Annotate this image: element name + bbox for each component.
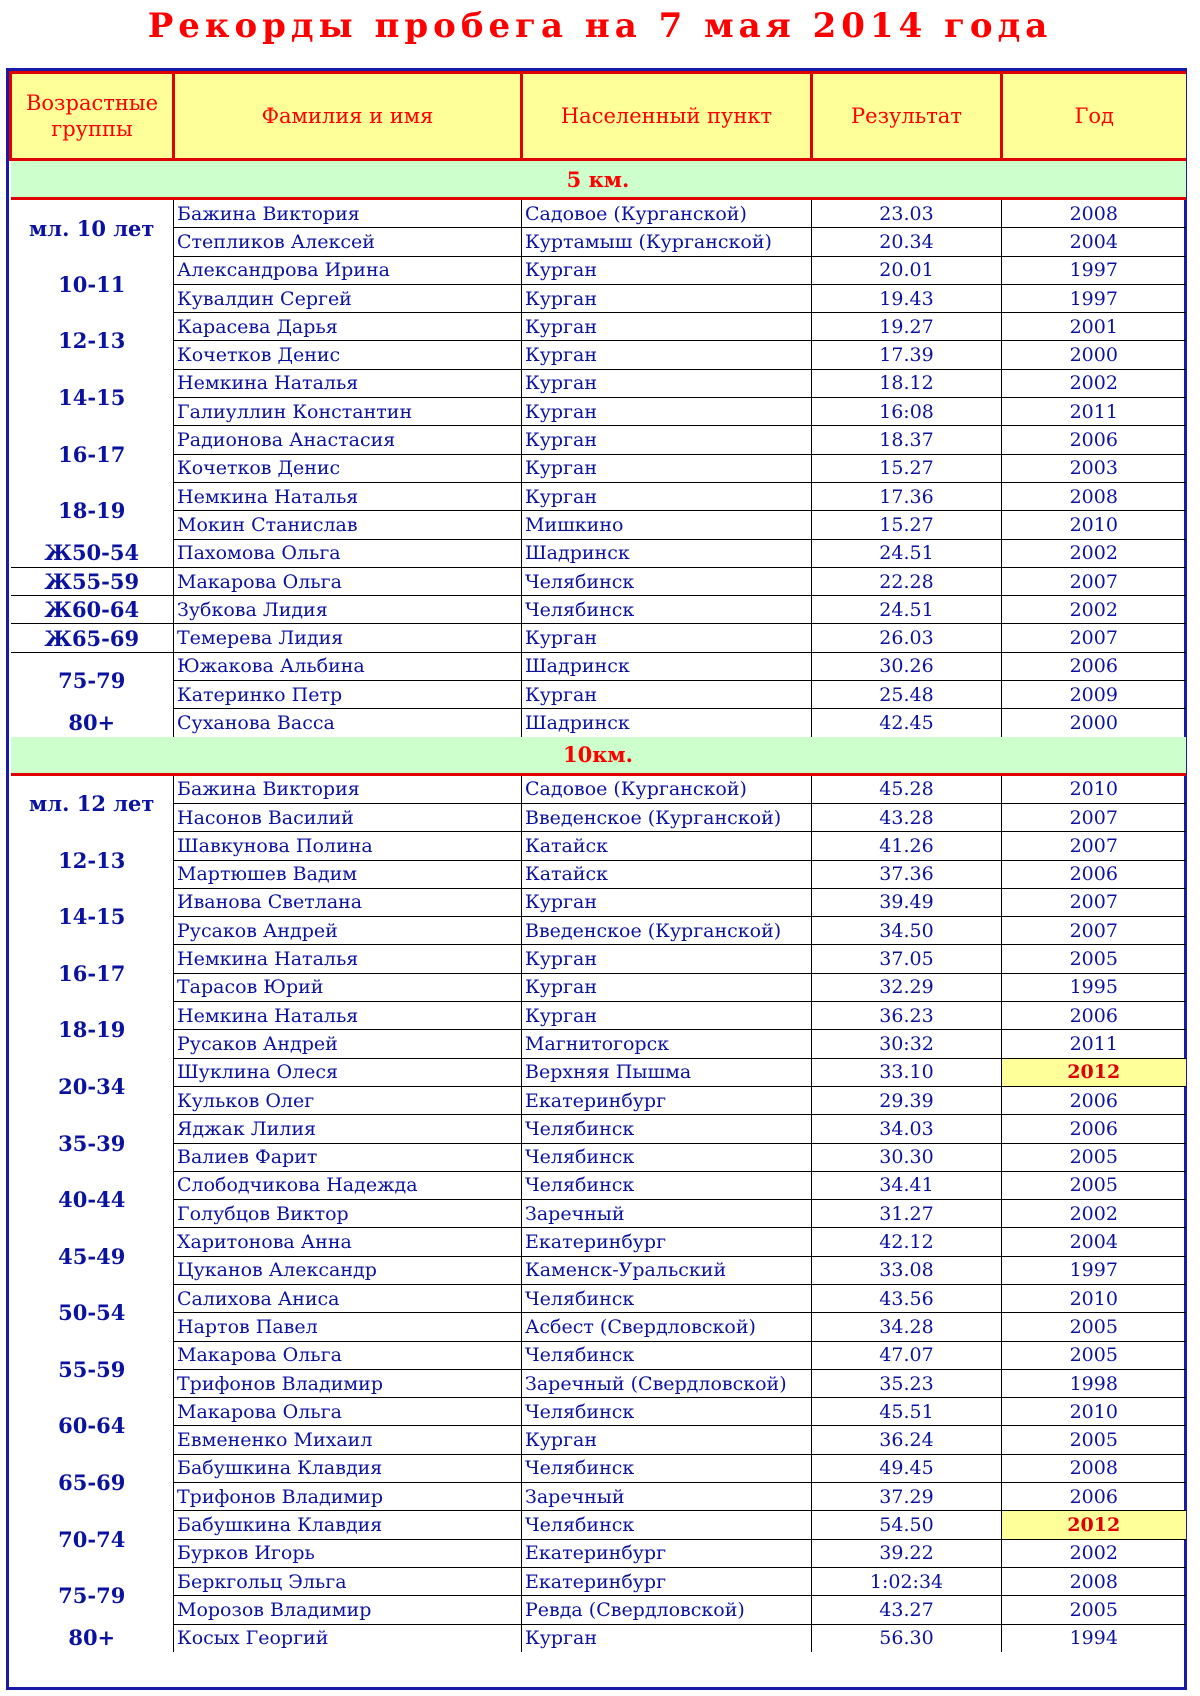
- age-group: 35-39: [58, 1130, 126, 1156]
- table-row: [11, 709, 1186, 737]
- athlete-city: Курган: [522, 1002, 812, 1030]
- athlete-city: Курган: [522, 681, 812, 709]
- table-row: [11, 1284, 1186, 1312]
- table-row: [11, 1002, 1186, 1030]
- age-group: Ж60-64: [11, 596, 174, 624]
- athlete-name: Салихова Аниса: [174, 1284, 522, 1312]
- age-group: 50-54: [58, 1300, 126, 1326]
- table-row: [11, 284, 1186, 312]
- age-group: мл. 10 лет: [29, 215, 155, 241]
- table-row: [11, 256, 1186, 284]
- records-table: [9, 71, 1186, 1652]
- athlete-name: Нартов Павел: [174, 1313, 522, 1341]
- age-group: 12-13: [58, 847, 126, 873]
- result-time: 24.51: [812, 596, 1002, 624]
- athlete-name: Шавкунова Полина: [174, 832, 522, 860]
- age-group: 12-13: [58, 328, 126, 354]
- athlete-name: Тарасов Юрий: [174, 973, 522, 1001]
- age-group: 75-79: [58, 1583, 126, 1609]
- age-group: 14-15: [58, 385, 126, 411]
- table-row: [11, 945, 1186, 973]
- age-group: 55-59: [58, 1356, 126, 1382]
- age-group: 16-17: [58, 960, 126, 986]
- athlete-name: Косых Георгий: [174, 1624, 522, 1652]
- athlete-city: Асбест (Свердловской): [522, 1313, 812, 1341]
- table-row: [11, 567, 1186, 595]
- result-time: 56.30: [812, 1624, 1002, 1652]
- record-year: 2002: [1002, 1539, 1186, 1567]
- athlete-name: Карасева Дарья: [174, 313, 522, 341]
- record-year: 2006: [1002, 1483, 1186, 1511]
- record-year: 2005: [1002, 1596, 1186, 1624]
- result-time: 45.28: [812, 774, 1002, 803]
- record-year: 2007: [1002, 832, 1186, 860]
- result-time: 15.27: [812, 511, 1002, 539]
- result-time: 35.23: [812, 1369, 1002, 1397]
- athlete-name: Катеринко Петр: [174, 681, 522, 709]
- record-year: 2005: [1002, 1426, 1186, 1454]
- result-time: 45.51: [812, 1398, 1002, 1426]
- record-year: 2000: [1002, 341, 1186, 369]
- section-label: 10км.: [11, 737, 1186, 775]
- result-time: 33.08: [812, 1256, 1002, 1284]
- table-row: [11, 1115, 1186, 1143]
- athlete-city: Катайск: [522, 860, 812, 888]
- record-year: 2005: [1002, 1143, 1186, 1171]
- athlete-name: Бажина Виктория: [174, 774, 522, 803]
- record-year: 2006: [1002, 652, 1186, 680]
- athlete-name: Цуканов Александр: [174, 1256, 522, 1284]
- table-row: [11, 1143, 1186, 1171]
- age-group: 14-15: [58, 904, 126, 930]
- record-year: 2002: [1002, 1200, 1186, 1228]
- record-year: 2004: [1002, 1228, 1186, 1256]
- record-year: 2001: [1002, 313, 1186, 341]
- table-row: [11, 482, 1186, 510]
- age-group: 80+: [68, 1625, 116, 1651]
- athlete-name: Трифонов Владимир: [174, 1483, 522, 1511]
- result-time: 32.29: [812, 973, 1002, 1001]
- record-year: 2010: [1002, 774, 1186, 803]
- age-group: 18-19: [58, 1017, 126, 1043]
- age-group: мл. 12 лет: [29, 791, 155, 817]
- athlete-city: Курган: [522, 256, 812, 284]
- result-time: 17.39: [812, 341, 1002, 369]
- table-row: [11, 1426, 1186, 1454]
- record-year: 2012: [1002, 1511, 1186, 1539]
- table-row: [11, 917, 1186, 945]
- athlete-name: Пахомова Ольга: [174, 539, 522, 567]
- athlete-name: Русаков Андрей: [174, 917, 522, 945]
- table-row: [11, 1256, 1186, 1284]
- athlete-city: Челябинск: [522, 1511, 812, 1539]
- table-row: [11, 1341, 1186, 1369]
- athlete-name: Радионова Анастасия: [174, 426, 522, 454]
- athlete-name: Русаков Андрей: [174, 1030, 522, 1058]
- athlete-name: Беркгольц Эльга: [174, 1567, 522, 1595]
- result-time: 15.27: [812, 454, 1002, 482]
- athlete-name: Харитонова Анна: [174, 1228, 522, 1256]
- result-time: 47.07: [812, 1341, 1002, 1369]
- section-header-row: [11, 737, 1186, 775]
- section-label: 5 км.: [11, 160, 1186, 199]
- athlete-city: Курган: [522, 426, 812, 454]
- record-year: 2007: [1002, 888, 1186, 916]
- header-result: Результат: [812, 73, 1002, 160]
- result-time: 24.51: [812, 539, 1002, 567]
- athlete-city: Курган: [522, 398, 812, 426]
- age-group: 10-11: [58, 271, 126, 297]
- athlete-name: Немкина Наталья: [174, 1002, 522, 1030]
- result-time: 36.23: [812, 1002, 1002, 1030]
- record-year: 2005: [1002, 1313, 1186, 1341]
- athlete-name: Немкина Наталья: [174, 482, 522, 510]
- table-row: [11, 888, 1186, 916]
- record-year: 2009: [1002, 681, 1186, 709]
- record-year: 1997: [1002, 284, 1186, 312]
- table-row: [11, 1539, 1186, 1567]
- age-group: 80+: [68, 710, 116, 736]
- table-row: [11, 1086, 1186, 1114]
- page-title: Рекорды пробега на 7 мая 2014 года: [147, 6, 1053, 46]
- athlete-city: Курган: [522, 945, 812, 973]
- athlete-city: Челябинск: [522, 1115, 812, 1143]
- record-year: 2007: [1002, 624, 1186, 652]
- record-year: 2008: [1002, 1454, 1186, 1482]
- athlete-name: Кувалдин Сергей: [174, 284, 522, 312]
- result-time: 34.41: [812, 1171, 1002, 1199]
- record-year: 2012: [1002, 1058, 1186, 1086]
- athlete-name: Иванова Светлана: [174, 888, 522, 916]
- athlete-name: Морозов Владимир: [174, 1596, 522, 1624]
- result-time: 30:32: [812, 1030, 1002, 1058]
- athlete-city: Куртамыш (Курганской): [522, 228, 812, 256]
- athlete-name: Галиуллин Константин: [174, 398, 522, 426]
- table-row: [11, 539, 1186, 567]
- athlete-name: Степликов Алексей: [174, 228, 522, 256]
- record-year: 2005: [1002, 1171, 1186, 1199]
- result-time: 42.45: [812, 709, 1002, 737]
- athlete-name: Южакова Альбина: [174, 652, 522, 680]
- record-year: 2008: [1002, 199, 1186, 228]
- athlete-city: Садовое (Курганской): [522, 774, 812, 803]
- table-row: [11, 426, 1186, 454]
- table-header: [11, 73, 1186, 160]
- table-row: [11, 973, 1186, 1001]
- table-row: [11, 1313, 1186, 1341]
- athlete-city: Челябинск: [522, 1398, 812, 1426]
- record-year: 2006: [1002, 426, 1186, 454]
- record-year: 2010: [1002, 511, 1186, 539]
- record-year: 2002: [1002, 596, 1186, 624]
- table-row: [11, 1228, 1186, 1256]
- result-time: 31.27: [812, 1200, 1002, 1228]
- table-row: [11, 1398, 1186, 1426]
- athlete-city: Верхняя Пышма: [522, 1058, 812, 1086]
- athlete-name: Зубкова Лидия: [174, 596, 522, 624]
- athlete-name: Насонов Василий: [174, 803, 522, 831]
- table-row: [11, 1454, 1186, 1482]
- athlete-city: Магнитогорск: [522, 1030, 812, 1058]
- age-group: 18-19: [58, 498, 126, 524]
- table-row: [11, 1058, 1186, 1086]
- table-row: [11, 454, 1186, 482]
- table-row: [11, 624, 1186, 652]
- record-year: 2007: [1002, 567, 1186, 595]
- header-group: Возрастные группы: [11, 73, 174, 160]
- age-group: 60-64: [58, 1413, 126, 1439]
- athlete-city: Заречный: [522, 1483, 812, 1511]
- athlete-name: Шуклина Олеся: [174, 1058, 522, 1086]
- athlete-city: Екатеринбург: [522, 1228, 812, 1256]
- result-time: 30.26: [812, 652, 1002, 680]
- athlete-city: Челябинск: [522, 1143, 812, 1171]
- athlete-city: Челябинск: [522, 596, 812, 624]
- result-time: 30.30: [812, 1143, 1002, 1171]
- athlete-city: Екатеринбург: [522, 1086, 812, 1114]
- records-table-frame: [6, 68, 1187, 1690]
- athlete-city: Курган: [522, 369, 812, 397]
- athlete-name: Темерева Лидия: [174, 624, 522, 652]
- age-group: Ж50-54: [11, 539, 174, 567]
- table-row: [11, 313, 1186, 341]
- record-year: 2004: [1002, 228, 1186, 256]
- result-time: 29.39: [812, 1086, 1002, 1114]
- table-row: [11, 1511, 1186, 1539]
- age-group: 70-74: [58, 1526, 126, 1552]
- athlete-city: Екатеринбург: [522, 1567, 812, 1595]
- athlete-city: Челябинск: [522, 1454, 812, 1482]
- table-row: [11, 199, 1186, 228]
- athlete-city: Челябинск: [522, 1171, 812, 1199]
- record-year: 2007: [1002, 803, 1186, 831]
- table-row: [11, 398, 1186, 426]
- table-row: [11, 369, 1186, 397]
- record-year: 1997: [1002, 256, 1186, 284]
- table-row: [11, 1567, 1186, 1595]
- age-group: 20-34: [58, 1073, 126, 1099]
- athlete-name: Немкина Наталья: [174, 945, 522, 973]
- result-time: 26.03: [812, 624, 1002, 652]
- table-row: [11, 652, 1186, 680]
- result-time: 19.27: [812, 313, 1002, 341]
- result-time: 22.28: [812, 567, 1002, 595]
- record-year: 2000: [1002, 709, 1186, 737]
- record-year: 2003: [1002, 454, 1186, 482]
- record-year: 2008: [1002, 482, 1186, 510]
- result-time: 33.10: [812, 1058, 1002, 1086]
- result-time: 36.24: [812, 1426, 1002, 1454]
- athlete-name: Макарова Ольга: [174, 1341, 522, 1369]
- athlete-city: Курган: [522, 284, 812, 312]
- athlete-city: Курган: [522, 454, 812, 482]
- header-year: Год: [1002, 73, 1186, 160]
- record-year: 1994: [1002, 1624, 1186, 1652]
- athlete-city: Курган: [522, 624, 812, 652]
- athlete-city: Ревда (Свердловской): [522, 1596, 812, 1624]
- header-name: Фамилия и имя: [174, 73, 522, 160]
- athlete-city: Шадринск: [522, 539, 812, 567]
- athlete-city: Курган: [522, 341, 812, 369]
- result-time: 20.01: [812, 256, 1002, 284]
- athlete-city: Екатеринбург: [522, 1539, 812, 1567]
- table-row: [11, 681, 1186, 709]
- age-group: Ж65-69: [11, 624, 174, 652]
- result-time: 49.45: [812, 1454, 1002, 1482]
- athlete-name: Яджак Лилия: [174, 1115, 522, 1143]
- athlete-name: Кочетков Денис: [174, 454, 522, 482]
- age-group: 45-49: [58, 1243, 126, 1269]
- athlete-name: Мокин Станислав: [174, 511, 522, 539]
- athlete-name: Евмененко Михаил: [174, 1426, 522, 1454]
- record-year: 2006: [1002, 1002, 1186, 1030]
- athlete-city: Введенское (Курганской): [522, 803, 812, 831]
- table-row: [11, 1200, 1186, 1228]
- table-row: [11, 1369, 1186, 1397]
- athlete-name: Макарова Ольга: [174, 1398, 522, 1426]
- age-group: 65-69: [58, 1470, 126, 1496]
- result-time: 43.28: [812, 803, 1002, 831]
- athlete-city: Шадринск: [522, 709, 812, 737]
- athlete-name: Голубцов Виктор: [174, 1200, 522, 1228]
- result-time: 43.27: [812, 1596, 1002, 1624]
- record-year: 2002: [1002, 369, 1186, 397]
- athlete-name: Мартюшев Вадим: [174, 860, 522, 888]
- record-year: 2010: [1002, 1284, 1186, 1312]
- result-time: 34.28: [812, 1313, 1002, 1341]
- table-row: [11, 1483, 1186, 1511]
- result-time: 34.50: [812, 917, 1002, 945]
- result-time: 42.12: [812, 1228, 1002, 1256]
- athlete-city: Курган: [522, 482, 812, 510]
- athlete-name: Александрова Ирина: [174, 256, 522, 284]
- record-year: 2008: [1002, 1567, 1186, 1595]
- record-year: 2007: [1002, 917, 1186, 945]
- result-time: 37.05: [812, 945, 1002, 973]
- result-time: 34.03: [812, 1115, 1002, 1143]
- result-time: 43.56: [812, 1284, 1002, 1312]
- athlete-name: Макарова Ольга: [174, 567, 522, 595]
- record-year: 1995: [1002, 973, 1186, 1001]
- athlete-city: Введенское (Курганской): [522, 917, 812, 945]
- athlete-name: Бабушкина Клавдия: [174, 1454, 522, 1482]
- table-row: [11, 774, 1186, 803]
- table-row: [11, 832, 1186, 860]
- table-row: [11, 596, 1186, 624]
- athlete-city: Челябинск: [522, 567, 812, 595]
- athlete-city: Курган: [522, 313, 812, 341]
- result-time: 39.49: [812, 888, 1002, 916]
- athlete-name: Немкина Наталья: [174, 369, 522, 397]
- record-year: 2006: [1002, 1086, 1186, 1114]
- result-time: 25.48: [812, 681, 1002, 709]
- record-year: 1998: [1002, 1369, 1186, 1397]
- athlete-name: Валиев Фарит: [174, 1143, 522, 1171]
- athlete-city: Катайск: [522, 832, 812, 860]
- table-body: [11, 160, 1186, 1652]
- athlete-city: Каменск-Уральский: [522, 1256, 812, 1284]
- table-row: [11, 1030, 1186, 1058]
- result-time: 18.12: [812, 369, 1002, 397]
- athlete-name: Бажина Виктория: [174, 199, 522, 228]
- result-time: 23.03: [812, 199, 1002, 228]
- table-row: [11, 1624, 1186, 1652]
- athlete-city: Курган: [522, 1624, 812, 1652]
- age-group: 75-79: [58, 668, 126, 694]
- record-year: 2005: [1002, 1341, 1186, 1369]
- athlete-name: Бабушкина Клавдия: [174, 1511, 522, 1539]
- record-year: 2011: [1002, 398, 1186, 426]
- athlete-name: Слободчикова Надежда: [174, 1171, 522, 1199]
- record-year: 2006: [1002, 1115, 1186, 1143]
- age-group: Ж55-59: [11, 567, 174, 595]
- table-row: [11, 341, 1186, 369]
- athlete-city: Курган: [522, 1426, 812, 1454]
- athlete-city: Заречный (Свердловской): [522, 1369, 812, 1397]
- age-group: 40-44: [58, 1187, 126, 1213]
- result-time: 17.36: [812, 482, 1002, 510]
- section-header-row: [11, 160, 1186, 199]
- athlete-name: Суханова Васса: [174, 709, 522, 737]
- record-year: 2006: [1002, 860, 1186, 888]
- athlete-name: Кульков Олег: [174, 1086, 522, 1114]
- athlete-name: Кочетков Денис: [174, 341, 522, 369]
- table-row: [11, 511, 1186, 539]
- result-time: 18.37: [812, 426, 1002, 454]
- record-year: 2002: [1002, 539, 1186, 567]
- result-time: 37.36: [812, 860, 1002, 888]
- result-time: 16:08: [812, 398, 1002, 426]
- record-year: 2010: [1002, 1398, 1186, 1426]
- athlete-city: Курган: [522, 888, 812, 916]
- table-row: [11, 1171, 1186, 1199]
- record-year: 1997: [1002, 1256, 1186, 1284]
- athlete-city: Заречный: [522, 1200, 812, 1228]
- header-city: Населенный пункт: [522, 73, 812, 160]
- result-time: 41.26: [812, 832, 1002, 860]
- athlete-city: Челябинск: [522, 1341, 812, 1369]
- table-row: [11, 1596, 1186, 1624]
- age-group: 16-17: [58, 441, 126, 467]
- result-time: 19.43: [812, 284, 1002, 312]
- result-time: 20.34: [812, 228, 1002, 256]
- table-row: [11, 803, 1186, 831]
- athlete-city: Шадринск: [522, 652, 812, 680]
- record-year: 2005: [1002, 945, 1186, 973]
- athlete-city: Мишкино: [522, 511, 812, 539]
- result-time: 54.50: [812, 1511, 1002, 1539]
- result-time: 37.29: [812, 1483, 1002, 1511]
- record-year: 2011: [1002, 1030, 1186, 1058]
- athlete-city: Челябинск: [522, 1284, 812, 1312]
- table-row: [11, 228, 1186, 256]
- result-time: 39.22: [812, 1539, 1002, 1567]
- table-row: [11, 860, 1186, 888]
- result-time: 1:02:34: [812, 1567, 1002, 1595]
- athlete-city: Курган: [522, 973, 812, 1001]
- athlete-name: Трифонов Владимир: [174, 1369, 522, 1397]
- athlete-city: Садовое (Курганской): [522, 199, 812, 228]
- athlete-name: Бурков Игорь: [174, 1539, 522, 1567]
